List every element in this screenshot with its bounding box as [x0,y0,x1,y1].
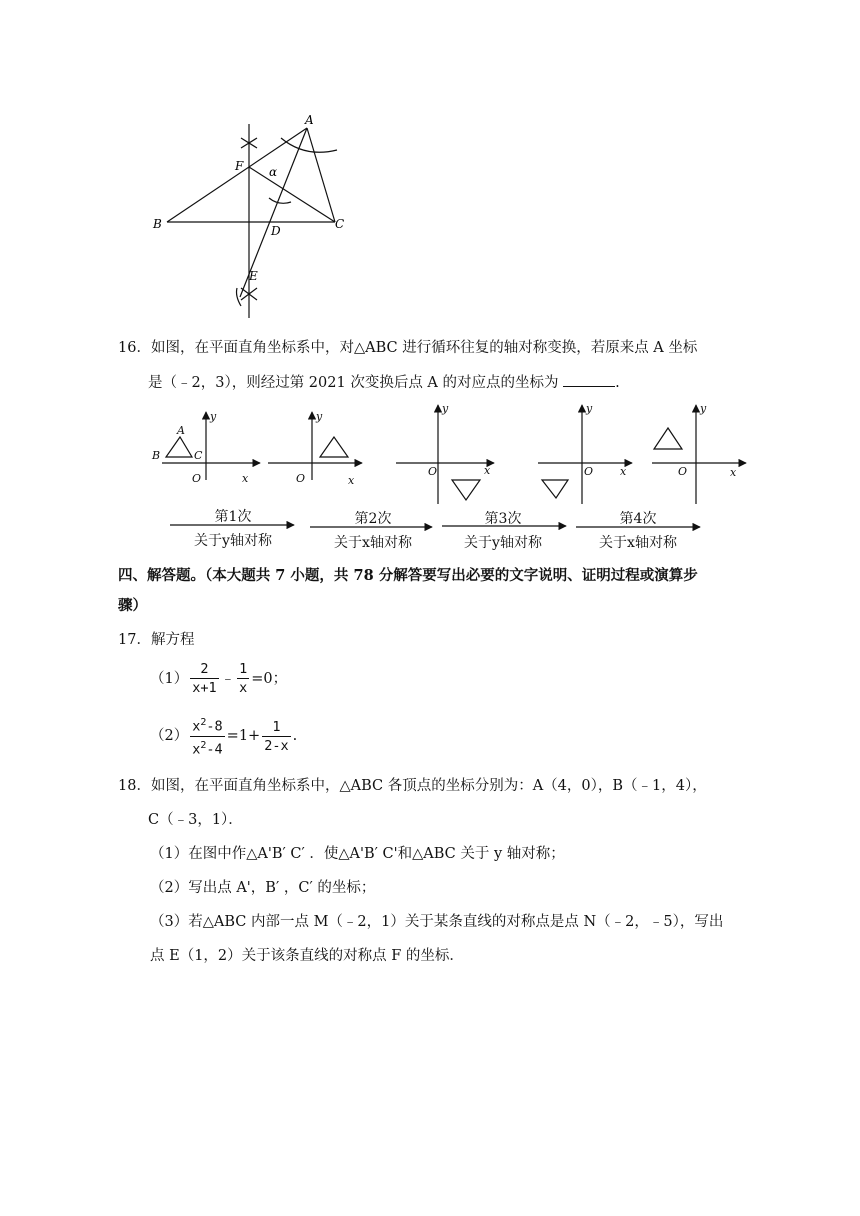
step1-label [170,508,296,550]
panel3-x-label: x [484,464,491,477]
frac4-numerator: 1 [272,718,281,735]
panel2-triangle [320,437,348,457]
frac3-numerator [190,714,224,736]
panel4-x-label: x [620,465,627,478]
step2-bottom: 关于x轴对称 [334,535,412,551]
panel1-label-C: C [194,449,203,462]
q18-line1: 18．如图，在平面直角坐标系中，△ABC 各顶点的坐标分别为：A（4，0），B（﹣1，4）， [118,778,707,794]
panel3-origin: O [428,465,438,478]
label-F: F [235,159,244,173]
label-D: D [271,224,281,238]
step3-top: 第3次 [484,511,522,527]
q17-part2-tag: （2） [150,728,189,744]
den-exponent: 2 [200,739,207,751]
step4-label [575,510,701,552]
section4-heading-line2: 骤） [118,597,147,614]
num-exponent: 2 [200,717,207,728]
panel5-triangle [654,428,682,449]
q16-line2 [148,372,620,393]
label-B: B [153,217,162,231]
label-alpha: α [269,165,278,179]
label-E: E [249,269,258,283]
q17-part2-end: . [292,728,298,744]
q17-part2-fraction1 [190,714,224,758]
segment-AC [307,128,335,222]
q17-part2-mid: =1+ [226,728,261,744]
panel5-x-label: x [730,466,737,479]
q17-part2-fraction2 [262,718,290,755]
q17-part2 [150,714,297,758]
frac2-denominator: x [239,680,248,696]
num-base: x [192,718,201,735]
q16-line2-end: . [615,375,620,391]
panel5-origin: O [678,465,688,478]
section4-heading-line1: 四、解答题。（本大题共 7 小题，共 78 分解答要写出必要的文字说明、证明过程或演算步 [118,567,698,584]
q18-sub3-line2: 点 E（1，2）关于该条直线的对称点 F 的坐标． [150,948,464,964]
panel1-origin: O [192,472,202,485]
panel1-label-A: A [177,424,185,437]
panel4-triangle [542,480,568,498]
frac2-numerator: 1 [239,661,248,677]
q18-sub2: （2）写出点 A'，B′ ，C′ 的坐标； [150,880,376,896]
q17-title: 17．解方程 [118,632,195,648]
step1-top: 第1次 [214,509,252,525]
panel2-x-label: x [348,474,355,487]
construction-arc-mid [269,198,291,203]
step2-label [310,510,436,552]
den-base: x [192,741,201,757]
q17-part1-fraction2 [237,660,249,697]
geometry-figure-15 [145,110,355,325]
frac1-numerator: 2 [200,661,209,677]
panel5-y-label: y [700,402,707,415]
q17-part1-rhs: =0； [251,670,288,687]
panel1-triangle [166,437,192,457]
step1-bottom: 关于y轴对称 [194,533,272,549]
frac3-denominator [190,736,224,759]
answer-blank[interactable] [563,372,615,387]
step4-top: 第4次 [619,511,657,527]
q17-part1 [150,660,287,697]
q18-sub3-line1: （3）若△ABC 内部一点 M（﹣2，1）关于某条直线的对称点是点 N（﹣2，﹣5），写出 [150,914,724,930]
q16-line1: 16．如图，在平面直角坐标系中，对△ABC 进行循环往复的轴对称变换，若原来点 A 坐标 [118,340,698,356]
num-tail: -8 [206,718,223,735]
panel2-origin: O [296,472,306,485]
q17-part1-tag: （1） [150,670,189,687]
step3-bottom: 关于y轴对称 [464,535,542,551]
panel1-x-label: x [242,472,249,485]
panel3-y-label: y [442,402,449,415]
frac4-denominator: 2-x [264,737,289,754]
q17-part1-fraction1 [190,660,218,697]
frac1-denominator: x+1 [192,680,217,696]
panel4-y-label: y [586,402,593,415]
label-C: C [335,217,345,231]
panel1-y-label: y [210,410,217,423]
panel3-triangle [452,480,480,500]
label-A: A [305,113,314,127]
q17-part1-minus: ﹣ [220,670,236,687]
step4-bottom: 关于x轴对称 [599,535,677,551]
q18-line2: C（﹣3，1）． [148,812,243,828]
q18-sub1: （1）在图中作△A'B′ C′ ．使△A'B′ C'和△ABC 关于 y 轴对称； [150,846,565,862]
den-tail: -4 [206,741,223,757]
step3-label [440,510,566,552]
segment-FC [249,167,335,222]
panel1-label-B: B [152,449,161,462]
panel2-y-label: y [316,410,323,423]
panel4-origin: O [584,465,594,478]
step2-top: 第2次 [354,511,392,527]
q16-line2-text: 是（﹣2，3），则经过第 2021 次变换后点 A 的对应点的坐标为 [148,375,559,391]
